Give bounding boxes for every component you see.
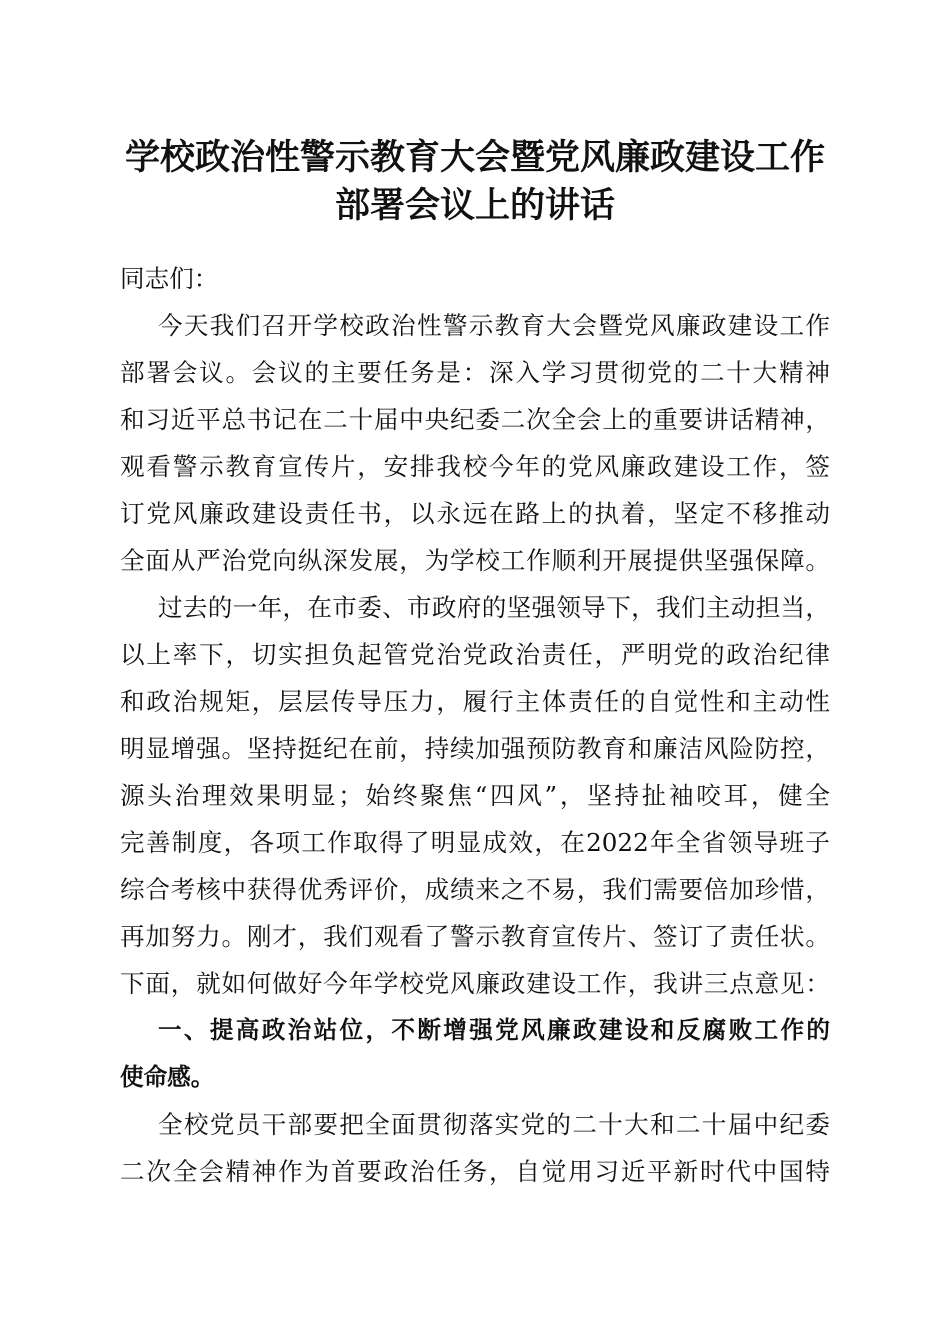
paragraph-2-line: 明显增强。坚持挺纪在前，持续加强预防教育和廉洁风险防控， bbox=[120, 734, 830, 763]
paragraph-2-line: 下面，就如何做好今年学校党风廉政建设工作，我讲三点意见： bbox=[120, 969, 830, 998]
paragraph-2-line: 和政治规矩，层层传导压力，履行主体责任的自觉性和主动性 bbox=[120, 687, 830, 716]
paragraph-2-line: 再加努力。刚才，我们观看了警示教育宣传片、签订了责任状。 bbox=[120, 922, 830, 951]
salutation: 同志们： bbox=[120, 264, 219, 293]
paragraph-2-line: 源头治理效果明显；始终聚焦“四风”，坚持扯袖咬耳，健全 bbox=[120, 781, 830, 810]
section-heading-1: 一、提高政治站位，不断增强党风廉政建设和反腐败工作的 bbox=[158, 1016, 830, 1044]
paragraph-1-line: 今天我们召开学校政治性警示教育大会暨党风廉政建设工作 bbox=[158, 311, 830, 340]
paragraph-1-line: 部署会议。会议的主要任务是：深入学习贯彻党的二十大精神 bbox=[120, 358, 830, 387]
document-title-line-1: 学校政治性警示教育大会暨党风廉政建设工作 bbox=[124, 137, 825, 178]
section-heading-1: 使命感。 bbox=[120, 1063, 215, 1091]
paragraph-1-line: 全面从严治党向纵深发展，为学校工作顺利开展提供坚强保障。 bbox=[120, 546, 830, 575]
paragraph-3-line: 全校党员干部要把全面贯彻落实党的二十大和二十届中纪委 bbox=[158, 1110, 830, 1139]
paragraph-2-line: 综合考核中获得优秀评价，成绩来之不易，我们需要倍加珍惜， bbox=[120, 875, 830, 904]
paragraph-2-line: 以上率下，切实担负起管党治党政治责任，严明党的政治纪律 bbox=[120, 640, 830, 669]
paragraph-2-line: 过去的一年，在市委、市政府的坚强领导下，我们主动担当， bbox=[158, 593, 830, 622]
document-title-line-2: 部署会议上的讲话 bbox=[334, 185, 615, 226]
paragraph-2-line: 完善制度，各项工作取得了明显成效，在2022年全省领导班子 bbox=[120, 828, 830, 857]
paragraph-1-line: 订党风廉政建设责任书，以永远在路上的执着，坚定不移推动 bbox=[120, 499, 830, 528]
paragraph-3-line: 二次全会精神作为首要政治任务，自觉用习近平新时代中国特 bbox=[120, 1157, 830, 1186]
paragraph-1-line: 和习近平总书记在二十届中央纪委二次全会上的重要讲话精神， bbox=[120, 405, 830, 434]
paragraph-1-line: 观看警示教育宣传片，安排我校今年的党风廉政建设工作，签 bbox=[120, 452, 830, 481]
